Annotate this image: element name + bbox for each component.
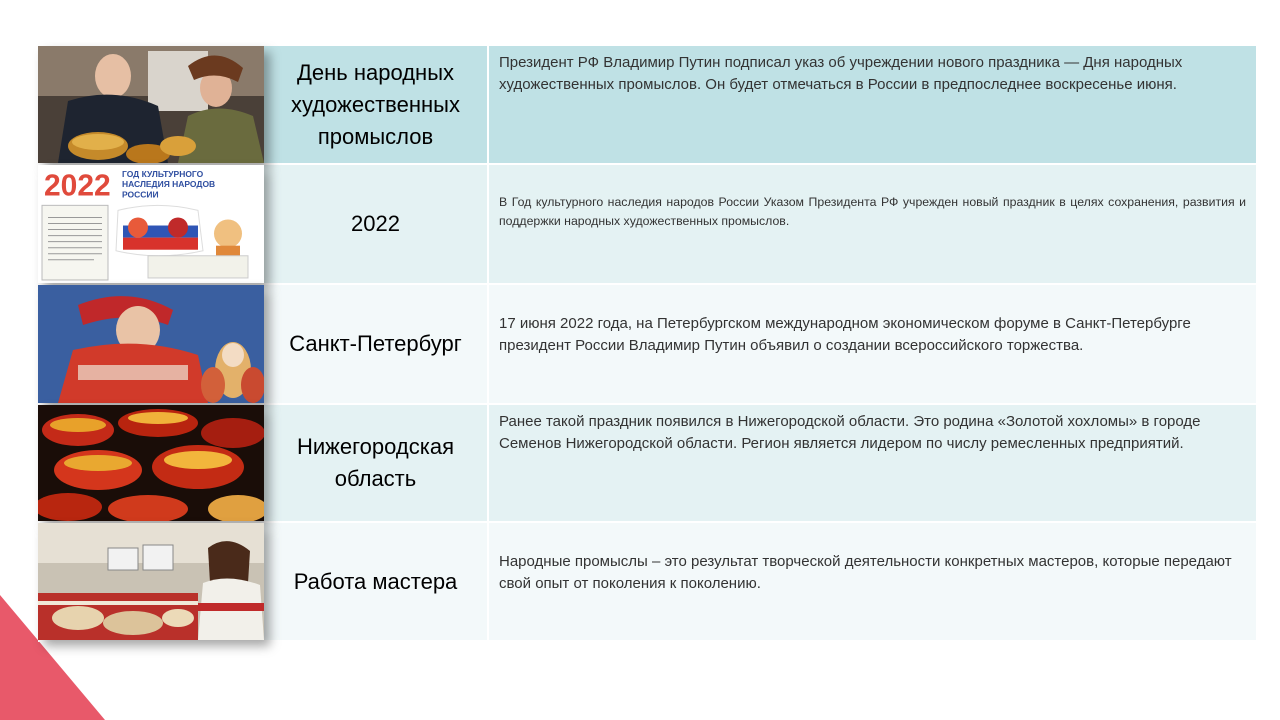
- svg-text:РОССИИ: РОССИИ: [122, 189, 159, 200]
- row-description: В Год культурного наследия народов России Указом Президента РФ учрежден новый праздник в целях сохранения, развития и поддержки народных художественных промыслов.: [499, 195, 1246, 228]
- row-description: Народные промыслы – это результат творческой деятельности конкретных мастеров, которые передают свой опыт от поколения к поколению.: [499, 553, 1232, 592]
- table-row: [38, 405, 1256, 523]
- row-description: Президент РФ Владимир Путин подписал указ об учреждении нового праздника — Дня народных художественных промыслов. Он будет отмечаться в России в предпоследнее воскресенье июня.: [499, 54, 1183, 93]
- svg-text:2022: 2022: [44, 169, 111, 203]
- row-title: 2022: [264, 165, 489, 283]
- poster-2022-heritage-year: [38, 165, 264, 283]
- photo-putin-crafts: [38, 46, 264, 163]
- row-title: Работа мастера: [264, 523, 489, 640]
- photo-master-at-work: [38, 523, 264, 640]
- table-row: [38, 285, 1256, 405]
- table-row: [38, 46, 1256, 165]
- table-row: [38, 523, 1256, 642]
- svg-text:ГОД КУЛЬТУРНОГО: ГОД КУЛЬТУРНОГО: [122, 169, 204, 180]
- svg-text:НАСЛЕДИЯ НАРОДОВ: НАСЛЕДИЯ НАРОДОВ: [122, 179, 216, 190]
- row-title: День народных художественных промыслов: [264, 46, 489, 163]
- row-title: Санкт-Петербург: [264, 285, 489, 403]
- photo-khokhloma-bowls: [38, 405, 264, 521]
- info-table: [38, 46, 1256, 642]
- row-title: Нижегородская область: [264, 405, 489, 521]
- row-description: 17 июня 2022 года, на Петербургском международном экономическом форуме в Санкт-Петербурге президент России Владимир Путин объявил о создании всероссийского торжества.: [499, 315, 1191, 354]
- photo-matryoshka-painter: [38, 285, 264, 403]
- row-description: Ранее такой праздник появился в Нижегородской области. Это родина «Золотой хохломы» в городе Семенов Нижегородской области. Регион является лидером по числу ремесленных предприятий.: [499, 413, 1201, 452]
- table-row: [38, 165, 1256, 285]
